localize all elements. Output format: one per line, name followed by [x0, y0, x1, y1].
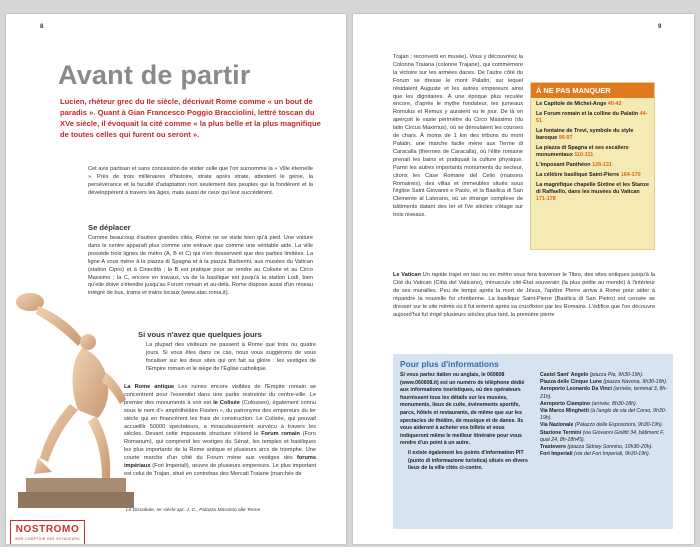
ne-pas-manquer-item	[536, 162, 649, 169]
ne-pas-manquer-item-label: L'imposant Panthéon	[536, 162, 593, 168]
ne-pas-manquer-item-label: La magnifique chapelle Sixtine et les Stanze di Raffaello, dans les musées du Vatican	[536, 182, 649, 195]
info-pit-name: Aeroporto Ciampino	[540, 400, 592, 407]
ne-pas-manquer-item	[536, 111, 649, 125]
ne-pas-manquer-item	[536, 101, 649, 108]
info-pit-entry	[540, 386, 670, 400]
info-title: Pour plus d'informations	[400, 359, 499, 369]
ne-pas-manquer-item-pages: 164-170	[620, 172, 641, 178]
ne-pas-manquer-item-label: Le Capitole de Michel-Ange	[536, 101, 608, 107]
info-pit-name: Stazione Termini	[540, 429, 583, 436]
info-pit-list	[540, 372, 670, 458]
right-page	[353, 14, 694, 544]
column-1-text: Trajan ; reconverti en musée). Vous y découvrirez la Colonna Traiana (colonne Trajane), qui commémore la victoire sur les armées daces. De l'autre côté du Forum se dresse le mont Palatin, sur lequel résidaient Auguste et les autres empereurs ainsi que les dignitaires. À une époque plus reculée encore, d'après le mythe fondateur, les jumeaux Romulus et Remus y auraient vu le jour. De là on aperçoit le vaste périmètre du Circo Massimo (du latin Circus Maximus), où se déroulaient les courses de chars. À moins de 1 km des tribuns du mont Palatin, une marche facile mène aux Terme di Caracalla (thermes de Caracalla), où l'élite romaine prenait les bains et pratiquait la culture physique. Parmi les autres importants monuments du secteur, citons les Case Romane del Celio (maisons Romaines), des villas et immeubles situés sous l'église Saint Giovanni e Paolo, et la Basilica di San Clemente al Laterano, où un étrange complexe de bâtiments datant des Ier et IVe siècles s'étage sur trois niveaux.	[393, 54, 523, 219]
ne-pas-manquer-item-pages: 96-97	[558, 135, 573, 141]
ne-pas-manquer-item	[536, 182, 649, 203]
ne-pas-manquer-item-pages: 171-178	[536, 196, 556, 202]
ne-pas-manquer-title: À NE PAS MANQUER	[531, 83, 654, 98]
paragraph-3: La plupart des visiteurs ne passent à Rome que trois ou quatre jours. Si vous êtes dans ce cas, nous vous suggérons de vous focaliser sur les deux sites qui ont fait sa gloire : les vestiges de l'Empire romain et le siège de l'Église catholique.	[146, 342, 316, 372]
info-pit-detail: (arrivée, terminal 3, 8h-21h).	[540, 386, 668, 400]
image-caption: Le Discobole, Ier siècle apr. J.-C., Palazzo Massimo alle Terme	[126, 508, 261, 513]
info-pit-name: Piazza delle Cinque Lune	[540, 379, 604, 386]
info-pit-detail: (piazza Sidney Sonnino, 10h30-20h).	[567, 444, 653, 451]
info-pit-name: Castel Sant' Angelo	[540, 372, 590, 378]
info-pit-name: Via Marco Minghetti	[540, 408, 591, 415]
info-pit-detail: (à l'angle de via del Corso, 9h30-19h).	[540, 408, 667, 422]
paragraph-4: La Rome antique Les ruines encore visibles de l'Empire romain se concentrent pour l'essentiel dans une partie restreinte du centre-ville. Le premier des monuments à voir est le Colisée (Colosseo), également connu sous le nom d'« amphithéâtre Flavien », du patronyme des empereurs du Ier siècle qui en financèrent les frais de construction. Le Colisée, qui pouvait accueillir 50000 spectateurs, a miraculeusement survécu à travers les siècles. Devant cette imposante structure s'étend le Forum romain (Foro Romanum), qui comprend les vestiges du Sénat, les temples et basiliques les plus importants de la Rome antique et plusieurs arcs de triomphe. Une courte marche d'un côté du Forum mène aux vestiges des forums impériaux (Fori Imperiali), œuvre de plusieurs empereurs. Le plus important est celui de Trajan, situé en contrebas des Mercati Traiane (marchés de	[124, 384, 317, 477]
paragraph-1: Cet avis partisan et sans concession de visiter celle que l'on surnomme la « Ville éternelle ». Près de trois millénaires d'histoire, strate après strate, attestent le génie, la persévérance et la faculté d'adaptation non seulement des peuples qui la fondèrent et la développèrent à travers les âges, mais aussi de ceux qui leur succédèrent.	[88, 166, 313, 196]
paragraph-2: Comme beaucoup d'autres grandes cités, Rome ne se visite bien qu'à pied. Une voiture dans le centre apparaît plus comme une entrave que comme une véritable aide. La ville possède trois lignes de métro (A, B et C) qui n'en desservent que des parties limitées. La ligne A vous mène à la piazza di Spagna et à la piazza Barberini, aux musées du Vatican (station Cipro) et à Cinecittà ; la B est pratique pour se rendre au Colisée et au Circo Massimo ; la C, encore en travaux, va de la basilique est jusqu'à la station Lodi, bien qu'elle doive s'étendre jusqu'au Forum romain et au-delà. Rome dispose aussi d'un réseau intégré de bus, trams et trains locaux (www.atac.roma.it).	[88, 235, 313, 297]
discobolus-statue-image	[8, 292, 138, 512]
info-pit-entry	[540, 408, 670, 422]
ne-pas-manquer-item	[536, 145, 649, 159]
info-pit-entry	[540, 372, 670, 379]
info-pit-entry	[540, 430, 670, 444]
page-number-left: 8	[40, 24, 44, 30]
info-pit-name: Aeroporto Leonardo Da Vinci	[540, 386, 614, 393]
ne-pas-manquer-item-label: La piazza di Spagna et ses escaliers monumentaux	[536, 145, 629, 158]
ne-pas-manquer-item	[536, 128, 649, 142]
info-pit-detail: (via dei Fori Imperiali, 9h30-19h).	[574, 451, 651, 458]
info-pit-detail: (arrivée, 8h30-18h).	[591, 400, 638, 407]
page-title: Avant de partir	[58, 60, 251, 90]
vatican-lead: Le Vatican	[393, 272, 421, 278]
info-pit-detail: (piazza Pia, 9h30-19h).	[589, 372, 644, 378]
intro-paragraph: Lucien, rhéteur grec du IIe siècle, décrivait Rome comme « un bout de paradis ». Quant à Gian Francesco Poggio Bracciolini, lettré toscan du XVe siècle, il évoquait la cité comme « la plus belle et la plus magnifique de toutes celles qui furent ou seront ».	[60, 97, 321, 139]
info-pit-detail: (Palazzo delle Esposizioni, 9h30-19h).	[574, 422, 664, 429]
ne-pas-manquer-item	[536, 172, 649, 179]
rome-antique-lead: La Rome antique	[124, 384, 175, 390]
heading-se-deplacer: Se déplacer	[88, 223, 131, 232]
info-pit-entry	[540, 379, 670, 386]
ne-pas-manquer-box	[530, 82, 655, 250]
heading-quelques-jours: Si vous n'avez que quelques jours	[138, 330, 262, 339]
ne-pas-manquer-item-label: La célèbre basilique Saint-Pierre	[536, 172, 621, 178]
ne-pas-manquer-list	[531, 98, 654, 209]
info-pit-entry	[540, 401, 670, 408]
vatican-paragraph: Le Vatican Un rapide trajet en taxi ou en métro vous fera traverser le Tibre, des sites antiques jusqu'à la Cité du Vatican (Città del Vaticano), minuscule cité-État souverain (la plus petite au monde) à l'intérieur de ses murailles. Peu de temps après la mort de Jésus, l'apôtre Pierre arriva à Rome pour aider à répandre la nouvelle foi chrétienne. La basilique Saint-Pierre (Basilica di San Pietro) est censée se dresser sur le site même où il fut enterré après sa crucifixion par les Romains. L'édifice que l'on découvre aujourd'hui fut érigé plusieurs siècles plus tard, la première pierre	[393, 272, 655, 318]
info-pit-entry	[540, 444, 670, 451]
info-pit-name: Fori Imperiali	[540, 451, 575, 458]
nostromo-logo: NOSTROMO WEB COMPTOIR DES VOYAGEURS	[10, 520, 85, 544]
info-left-text: Si vous parlez italien ou anglais, le 060608 (www.060608.it) est un numéro de téléphone dédié aux informations touristiques, où des opérateurs fournissent tous les détails sur les musées, monuments, lieux de culte, événements sportifs, parcs, hôtels et restaurants, de même que sur les spectacles de théâtre, de musique et de danse. Ils vous aideront à acheter vos billets et vous indiqueront même le meilleur itinéraire pour vous rendre d'un point à un autre. Il existe également les points d'information PIT (punto di informazione turistica) situés en divers lieux de la ville cités ci-contre.	[400, 372, 528, 472]
info-pit-detail: (via Giovanni Giolitti 34, bâtiment F, quai 24, 8h-18h45).	[540, 429, 665, 443]
info-pit-detail: (piazza Navona, 9h30-19h).	[603, 379, 668, 386]
ne-pas-manquer-item-pages: 110-111	[574, 152, 594, 158]
info-pit-name: Trastevere	[540, 444, 568, 451]
info-box	[393, 354, 673, 529]
info-pit-entry	[540, 422, 670, 429]
ne-pas-manquer-item-label: Le Forum romain et la colline du Palatin	[536, 111, 640, 117]
ne-pas-manquer-item-pages: 44-51	[536, 111, 648, 124]
left-page	[6, 14, 346, 544]
ne-pas-manquer-item-pages: 128-131	[592, 162, 612, 168]
ne-pas-manquer-item-label: La fontaine de Trevi, symbole du style baroque	[536, 128, 634, 141]
info-pit-entry	[540, 451, 670, 458]
info-pit-name: Via Nazionale	[540, 422, 575, 429]
ne-pas-manquer-item-pages: 40-42	[607, 101, 622, 107]
page-number-right: 9	[658, 24, 662, 30]
